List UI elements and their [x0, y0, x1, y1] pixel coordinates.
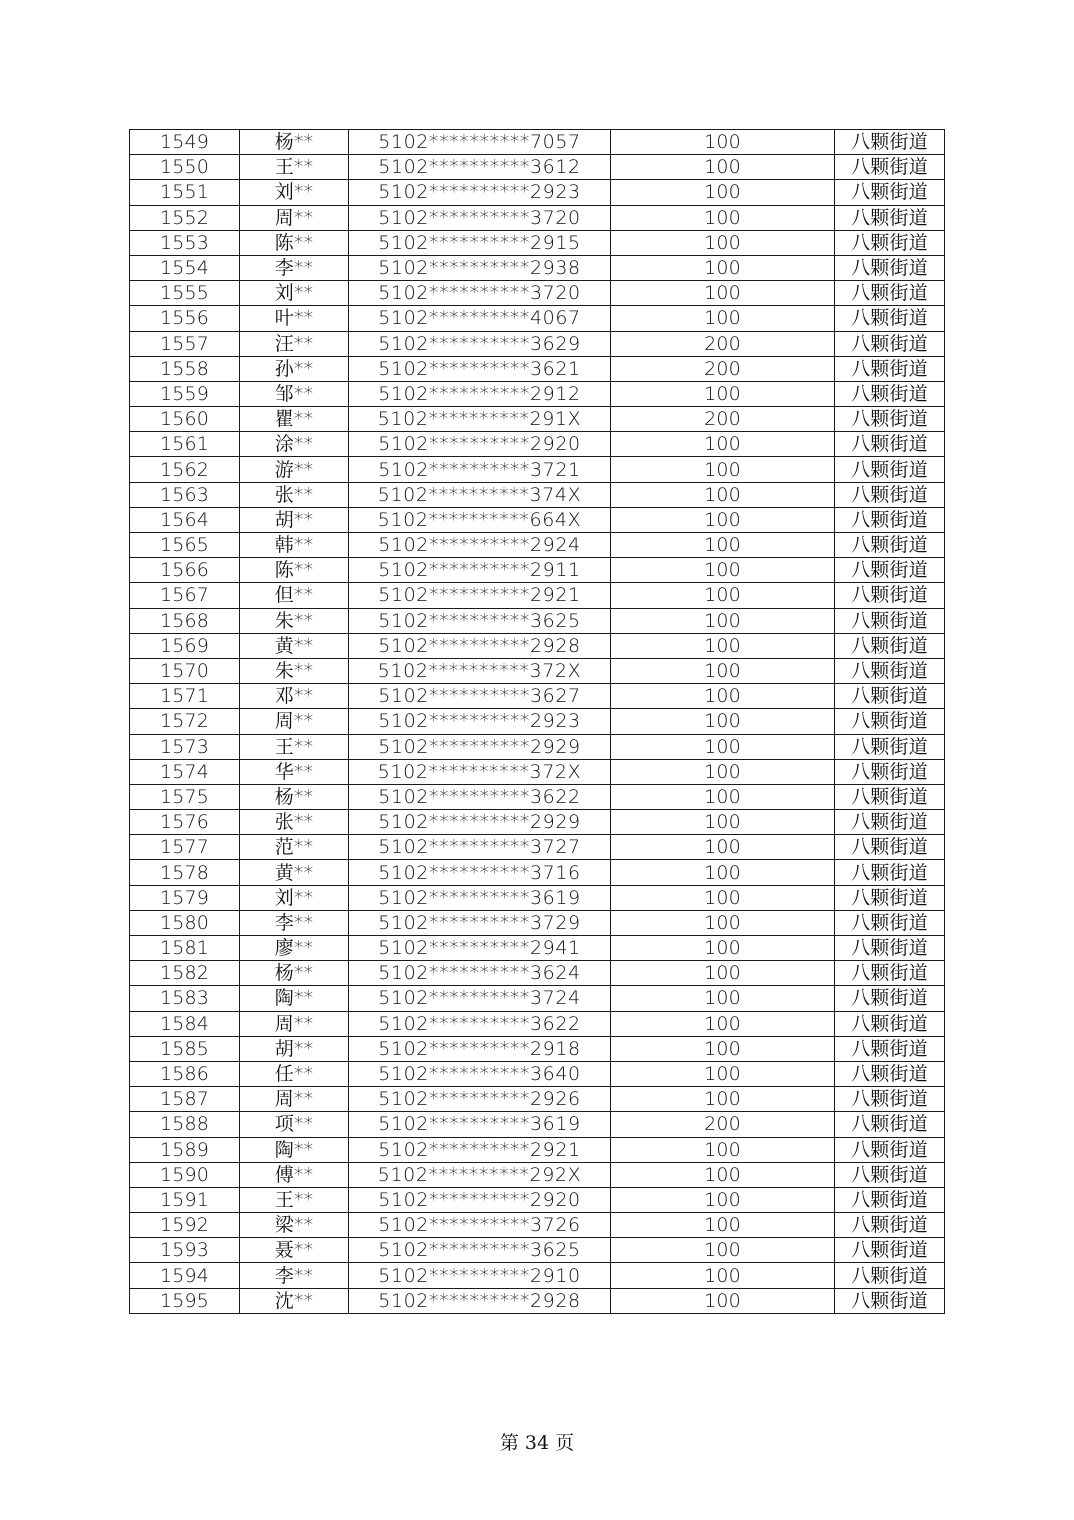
- id-number-cell: 5102**********374X: [349, 482, 611, 507]
- table-row: [130, 1087, 945, 1112]
- table-row: [130, 684, 945, 709]
- amount-cell: 100: [611, 936, 835, 961]
- amount-cell: 100: [611, 432, 835, 457]
- name-cell: 范**: [240, 835, 349, 860]
- name-cell: 但**: [240, 583, 349, 608]
- amount-cell: 100: [611, 835, 835, 860]
- row-number-cell: 1566: [130, 558, 240, 583]
- id-number-cell: 5102**********3625: [349, 608, 611, 633]
- id-number-cell: 5102**********2928: [349, 1288, 611, 1313]
- amount-cell: 100: [611, 784, 835, 809]
- subdistrict-cell: 八颗街道: [835, 1036, 945, 1061]
- id-number-cell: 5102**********2918: [349, 1036, 611, 1061]
- name-cell: 周**: [240, 1087, 349, 1112]
- row-number-cell: 1564: [130, 507, 240, 532]
- table-row: [130, 381, 945, 406]
- row-number-cell: 1577: [130, 835, 240, 860]
- subdistrict-cell: 八颗街道: [835, 810, 945, 835]
- amount-cell: 100: [611, 810, 835, 835]
- id-number-cell: 5102**********2928: [349, 633, 611, 658]
- subdistrict-cell: 八颗街道: [835, 507, 945, 532]
- subdistrict-cell: 八颗街道: [835, 1263, 945, 1288]
- name-cell: 瞿**: [240, 407, 349, 432]
- amount-cell: 100: [611, 482, 835, 507]
- amount-cell: 100: [611, 608, 835, 633]
- subdistrict-cell: 八颗街道: [835, 986, 945, 1011]
- id-number-cell: 5102**********3724: [349, 986, 611, 1011]
- name-cell: 聂**: [240, 1238, 349, 1263]
- amount-cell: 100: [611, 205, 835, 230]
- row-number-cell: 1591: [130, 1187, 240, 1212]
- name-cell: 邓**: [240, 684, 349, 709]
- row-number-cell: 1551: [130, 180, 240, 205]
- name-cell: 华**: [240, 759, 349, 784]
- table-row: [130, 1036, 945, 1061]
- amount-cell: 100: [611, 709, 835, 734]
- table-row: [130, 457, 945, 482]
- row-number-cell: 1574: [130, 759, 240, 784]
- amount-cell: 100: [611, 734, 835, 759]
- row-number-cell: 1553: [130, 230, 240, 255]
- row-number-cell: 1570: [130, 658, 240, 683]
- subdistrict-cell: 八颗街道: [835, 1112, 945, 1137]
- id-number-cell: 5102**********3624: [349, 961, 611, 986]
- table-row: [130, 709, 945, 734]
- row-number-cell: 1595: [130, 1288, 240, 1313]
- name-cell: 傅**: [240, 1162, 349, 1187]
- row-number-cell: 1550: [130, 155, 240, 180]
- id-number-cell: 5102**********2912: [349, 381, 611, 406]
- subdistrict-cell: 八颗街道: [835, 306, 945, 331]
- amount-cell: 100: [611, 1263, 835, 1288]
- row-number-cell: 1582: [130, 961, 240, 986]
- subdistrict-cell: 八颗街道: [835, 558, 945, 583]
- subdistrict-cell: 八颗街道: [835, 936, 945, 961]
- id-number-cell: 5102**********4067: [349, 306, 611, 331]
- subdistrict-cell: 八颗街道: [835, 356, 945, 381]
- row-number-cell: 1562: [130, 457, 240, 482]
- subdistrict-cell: 八颗街道: [835, 835, 945, 860]
- name-cell: 邹**: [240, 381, 349, 406]
- id-number-cell: 5102**********2910: [349, 1263, 611, 1288]
- amount-cell: 100: [611, 986, 835, 1011]
- roster-table: [129, 129, 945, 1314]
- amount-cell: 100: [611, 658, 835, 683]
- table-row: [130, 658, 945, 683]
- row-number-cell: 1556: [130, 306, 240, 331]
- row-number-cell: 1571: [130, 684, 240, 709]
- id-number-cell: 5102**********3716: [349, 860, 611, 885]
- name-cell: 张**: [240, 482, 349, 507]
- subdistrict-cell: 八颗街道: [835, 1213, 945, 1238]
- table-row: [130, 407, 945, 432]
- amount-cell: 100: [611, 558, 835, 583]
- subdistrict-cell: 八颗街道: [835, 784, 945, 809]
- name-cell: 陈**: [240, 230, 349, 255]
- row-number-cell: 1569: [130, 633, 240, 658]
- amount-cell: 100: [611, 457, 835, 482]
- id-number-cell: 5102**********2920: [349, 1187, 611, 1212]
- amount-cell: 100: [611, 885, 835, 910]
- table-row: [130, 356, 945, 381]
- name-cell: 陶**: [240, 986, 349, 1011]
- name-cell: 朱**: [240, 658, 349, 683]
- amount-cell: 100: [611, 180, 835, 205]
- id-number-cell: 5102**********3619: [349, 1112, 611, 1137]
- subdistrict-cell: 八颗街道: [835, 281, 945, 306]
- id-number-cell: 5102**********2921: [349, 583, 611, 608]
- table-row: [130, 180, 945, 205]
- subdistrict-cell: 八颗街道: [835, 709, 945, 734]
- table-row: [130, 885, 945, 910]
- subdistrict-cell: 八颗街道: [835, 961, 945, 986]
- row-number-cell: 1593: [130, 1238, 240, 1263]
- amount-cell: 100: [611, 155, 835, 180]
- table-row: [130, 1263, 945, 1288]
- subdistrict-cell: 八颗街道: [835, 432, 945, 457]
- subdistrict-cell: 八颗街道: [835, 860, 945, 885]
- name-cell: 周**: [240, 709, 349, 734]
- name-cell: 叶**: [240, 306, 349, 331]
- amount-cell: 100: [611, 1137, 835, 1162]
- table-row: [130, 1187, 945, 1212]
- subdistrict-cell: 八颗街道: [835, 482, 945, 507]
- amount-cell: 100: [611, 583, 835, 608]
- row-number-cell: 1584: [130, 1011, 240, 1036]
- id-number-cell: 5102**********3612: [349, 155, 611, 180]
- id-number-cell: 5102**********3622: [349, 1011, 611, 1036]
- subdistrict-cell: 八颗街道: [835, 230, 945, 255]
- subdistrict-cell: 八颗街道: [835, 155, 945, 180]
- table-row: [130, 230, 945, 255]
- id-number-cell: 5102**********2920: [349, 432, 611, 457]
- table-row: [130, 558, 945, 583]
- table-row: [130, 1162, 945, 1187]
- amount-cell: 100: [611, 507, 835, 532]
- name-cell: 黄**: [240, 633, 349, 658]
- row-number-cell: 1583: [130, 986, 240, 1011]
- subdistrict-cell: 八颗街道: [835, 910, 945, 935]
- subdistrict-cell: 八颗街道: [835, 255, 945, 280]
- amount-cell: 100: [611, 1036, 835, 1061]
- amount-cell: 100: [611, 281, 835, 306]
- table-row: [130, 255, 945, 280]
- amount-cell: 100: [611, 306, 835, 331]
- name-cell: 汪**: [240, 331, 349, 356]
- subdistrict-cell: 八颗街道: [835, 658, 945, 683]
- name-cell: 黄**: [240, 860, 349, 885]
- id-number-cell: 5102**********2929: [349, 810, 611, 835]
- name-cell: 刘**: [240, 281, 349, 306]
- subdistrict-cell: 八颗街道: [835, 734, 945, 759]
- id-number-cell: 5102**********2923: [349, 180, 611, 205]
- row-number-cell: 1580: [130, 910, 240, 935]
- table-row: [130, 810, 945, 835]
- row-number-cell: 1567: [130, 583, 240, 608]
- table-row: [130, 432, 945, 457]
- table-row: [130, 1112, 945, 1137]
- table-row: [130, 1213, 945, 1238]
- roster-table-container: [129, 129, 944, 1314]
- amount-cell: 200: [611, 407, 835, 432]
- name-cell: 项**: [240, 1112, 349, 1137]
- name-cell: 杨**: [240, 961, 349, 986]
- name-cell: 胡**: [240, 507, 349, 532]
- row-number-cell: 1572: [130, 709, 240, 734]
- amount-cell: 200: [611, 331, 835, 356]
- subdistrict-cell: 八颗街道: [835, 1187, 945, 1212]
- amount-cell: 100: [611, 533, 835, 558]
- amount-cell: 200: [611, 356, 835, 381]
- amount-cell: 100: [611, 633, 835, 658]
- row-number-cell: 1568: [130, 608, 240, 633]
- amount-cell: 100: [611, 684, 835, 709]
- id-number-cell: 5102**********3625: [349, 1238, 611, 1263]
- id-number-cell: 5102**********2938: [349, 255, 611, 280]
- id-number-cell: 5102**********3619: [349, 885, 611, 910]
- row-number-cell: 1575: [130, 784, 240, 809]
- subdistrict-cell: 八颗街道: [835, 633, 945, 658]
- table-row: [130, 633, 945, 658]
- row-number-cell: 1590: [130, 1162, 240, 1187]
- amount-cell: 100: [611, 1011, 835, 1036]
- row-number-cell: 1586: [130, 1061, 240, 1086]
- subdistrict-cell: 八颗街道: [835, 1238, 945, 1263]
- name-cell: 梁**: [240, 1213, 349, 1238]
- row-number-cell: 1588: [130, 1112, 240, 1137]
- table-row: [130, 1061, 945, 1086]
- table-row: [130, 1288, 945, 1313]
- name-cell: 刘**: [240, 885, 349, 910]
- subdistrict-cell: 八颗街道: [835, 583, 945, 608]
- row-number-cell: 1587: [130, 1087, 240, 1112]
- id-number-cell: 5102**********3621: [349, 356, 611, 381]
- subdistrict-cell: 八颗街道: [835, 533, 945, 558]
- name-cell: 陶**: [240, 1137, 349, 1162]
- id-number-cell: 5102**********2915: [349, 230, 611, 255]
- amount-cell: 200: [611, 1112, 835, 1137]
- id-number-cell: 5102**********3729: [349, 910, 611, 935]
- row-number-cell: 1558: [130, 356, 240, 381]
- subdistrict-cell: 八颗街道: [835, 1061, 945, 1086]
- row-number-cell: 1594: [130, 1263, 240, 1288]
- name-cell: 王**: [240, 155, 349, 180]
- amount-cell: 100: [611, 130, 835, 155]
- subdistrict-cell: 八颗街道: [835, 1087, 945, 1112]
- id-number-cell: 5102**********3640: [349, 1061, 611, 1086]
- row-number-cell: 1559: [130, 381, 240, 406]
- table-row: [130, 205, 945, 230]
- id-number-cell: 5102**********2911: [349, 558, 611, 583]
- amount-cell: 100: [611, 255, 835, 280]
- row-number-cell: 1573: [130, 734, 240, 759]
- subdistrict-cell: 八颗街道: [835, 885, 945, 910]
- roster-table-body: [130, 130, 945, 1314]
- row-number-cell: 1555: [130, 281, 240, 306]
- subdistrict-cell: 八颗街道: [835, 407, 945, 432]
- table-row: [130, 910, 945, 935]
- row-number-cell: 1560: [130, 407, 240, 432]
- row-number-cell: 1589: [130, 1137, 240, 1162]
- amount-cell: 100: [611, 1061, 835, 1086]
- row-number-cell: 1576: [130, 810, 240, 835]
- table-row: [130, 583, 945, 608]
- subdistrict-cell: 八颗街道: [835, 684, 945, 709]
- row-number-cell: 1552: [130, 205, 240, 230]
- subdistrict-cell: 八颗街道: [835, 759, 945, 784]
- amount-cell: 100: [611, 1238, 835, 1263]
- name-cell: 廖**: [240, 936, 349, 961]
- name-cell: 孙**: [240, 356, 349, 381]
- table-row: [130, 130, 945, 155]
- row-number-cell: 1554: [130, 255, 240, 280]
- name-cell: 杨**: [240, 130, 349, 155]
- name-cell: 沈**: [240, 1288, 349, 1313]
- amount-cell: 100: [611, 381, 835, 406]
- name-cell: 胡**: [240, 1036, 349, 1061]
- id-number-cell: 5102**********2926: [349, 1087, 611, 1112]
- table-row: [130, 281, 945, 306]
- id-number-cell: 5102**********7057: [349, 130, 611, 155]
- name-cell: 陈**: [240, 558, 349, 583]
- amount-cell: 100: [611, 910, 835, 935]
- name-cell: 周**: [240, 205, 349, 230]
- table-row: [130, 961, 945, 986]
- subdistrict-cell: 八颗街道: [835, 180, 945, 205]
- name-cell: 王**: [240, 734, 349, 759]
- name-cell: 游**: [240, 457, 349, 482]
- subdistrict-cell: 八颗街道: [835, 1162, 945, 1187]
- id-number-cell: 5102**********3629: [349, 331, 611, 356]
- id-number-cell: 5102**********3720: [349, 205, 611, 230]
- amount-cell: 100: [611, 230, 835, 255]
- row-number-cell: 1549: [130, 130, 240, 155]
- id-number-cell: 5102**********2924: [349, 533, 611, 558]
- id-number-cell: 5102**********3627: [349, 684, 611, 709]
- subdistrict-cell: 八颗街道: [835, 457, 945, 482]
- amount-cell: 100: [611, 759, 835, 784]
- id-number-cell: 5102**********664X: [349, 507, 611, 532]
- amount-cell: 100: [611, 860, 835, 885]
- amount-cell: 100: [611, 961, 835, 986]
- table-row: [130, 482, 945, 507]
- subdistrict-cell: 八颗街道: [835, 1137, 945, 1162]
- table-row: [130, 936, 945, 961]
- name-cell: 周**: [240, 1011, 349, 1036]
- id-number-cell: 5102**********372X: [349, 759, 611, 784]
- table-row: [130, 533, 945, 558]
- subdistrict-cell: 八颗街道: [835, 1011, 945, 1036]
- name-cell: 韩**: [240, 533, 349, 558]
- name-cell: 朱**: [240, 608, 349, 633]
- table-row: [130, 331, 945, 356]
- subdistrict-cell: 八颗街道: [835, 205, 945, 230]
- subdistrict-cell: 八颗街道: [835, 381, 945, 406]
- subdistrict-cell: 八颗街道: [835, 331, 945, 356]
- table-row: [130, 835, 945, 860]
- table-row: [130, 306, 945, 331]
- id-number-cell: 5102**********3721: [349, 457, 611, 482]
- name-cell: 任**: [240, 1061, 349, 1086]
- subdistrict-cell: 八颗街道: [835, 1288, 945, 1313]
- amount-cell: 100: [611, 1213, 835, 1238]
- id-number-cell: 5102**********2921: [349, 1137, 611, 1162]
- name-cell: 王**: [240, 1187, 349, 1212]
- id-number-cell: 5102**********2929: [349, 734, 611, 759]
- table-row: [130, 784, 945, 809]
- row-number-cell: 1579: [130, 885, 240, 910]
- id-number-cell: 5102**********3726: [349, 1213, 611, 1238]
- table-row: [130, 1137, 945, 1162]
- name-cell: 张**: [240, 810, 349, 835]
- amount-cell: 100: [611, 1288, 835, 1313]
- row-number-cell: 1581: [130, 936, 240, 961]
- name-cell: 涂**: [240, 432, 349, 457]
- amount-cell: 100: [611, 1087, 835, 1112]
- name-cell: 李**: [240, 1263, 349, 1288]
- row-number-cell: 1561: [130, 432, 240, 457]
- table-row: [130, 734, 945, 759]
- table-row: [130, 986, 945, 1011]
- id-number-cell: 5102**********3622: [349, 784, 611, 809]
- page-number: 第 34 页: [499, 1432, 575, 1454]
- table-row: [130, 759, 945, 784]
- table-row: [130, 507, 945, 532]
- id-number-cell: 5102**********3720: [349, 281, 611, 306]
- row-number-cell: 1557: [130, 331, 240, 356]
- row-number-cell: 1592: [130, 1213, 240, 1238]
- table-row: [130, 860, 945, 885]
- id-number-cell: 5102**********372X: [349, 658, 611, 683]
- amount-cell: 100: [611, 1162, 835, 1187]
- table-row: [130, 1011, 945, 1036]
- id-number-cell: 5102**********2941: [349, 936, 611, 961]
- name-cell: 杨**: [240, 784, 349, 809]
- id-number-cell: 5102**********292X: [349, 1162, 611, 1187]
- name-cell: 刘**: [240, 180, 349, 205]
- amount-cell: 100: [611, 1187, 835, 1212]
- id-number-cell: 5102**********3727: [349, 835, 611, 860]
- table-row: [130, 1238, 945, 1263]
- id-number-cell: 5102**********2923: [349, 709, 611, 734]
- subdistrict-cell: 八颗街道: [835, 608, 945, 633]
- row-number-cell: 1563: [130, 482, 240, 507]
- id-number-cell: 5102**********291X: [349, 407, 611, 432]
- row-number-cell: 1565: [130, 533, 240, 558]
- row-number-cell: 1578: [130, 860, 240, 885]
- subdistrict-cell: 八颗街道: [835, 130, 945, 155]
- table-row: [130, 155, 945, 180]
- table-row: [130, 608, 945, 633]
- row-number-cell: 1585: [130, 1036, 240, 1061]
- name-cell: 李**: [240, 910, 349, 935]
- name-cell: 李**: [240, 255, 349, 280]
